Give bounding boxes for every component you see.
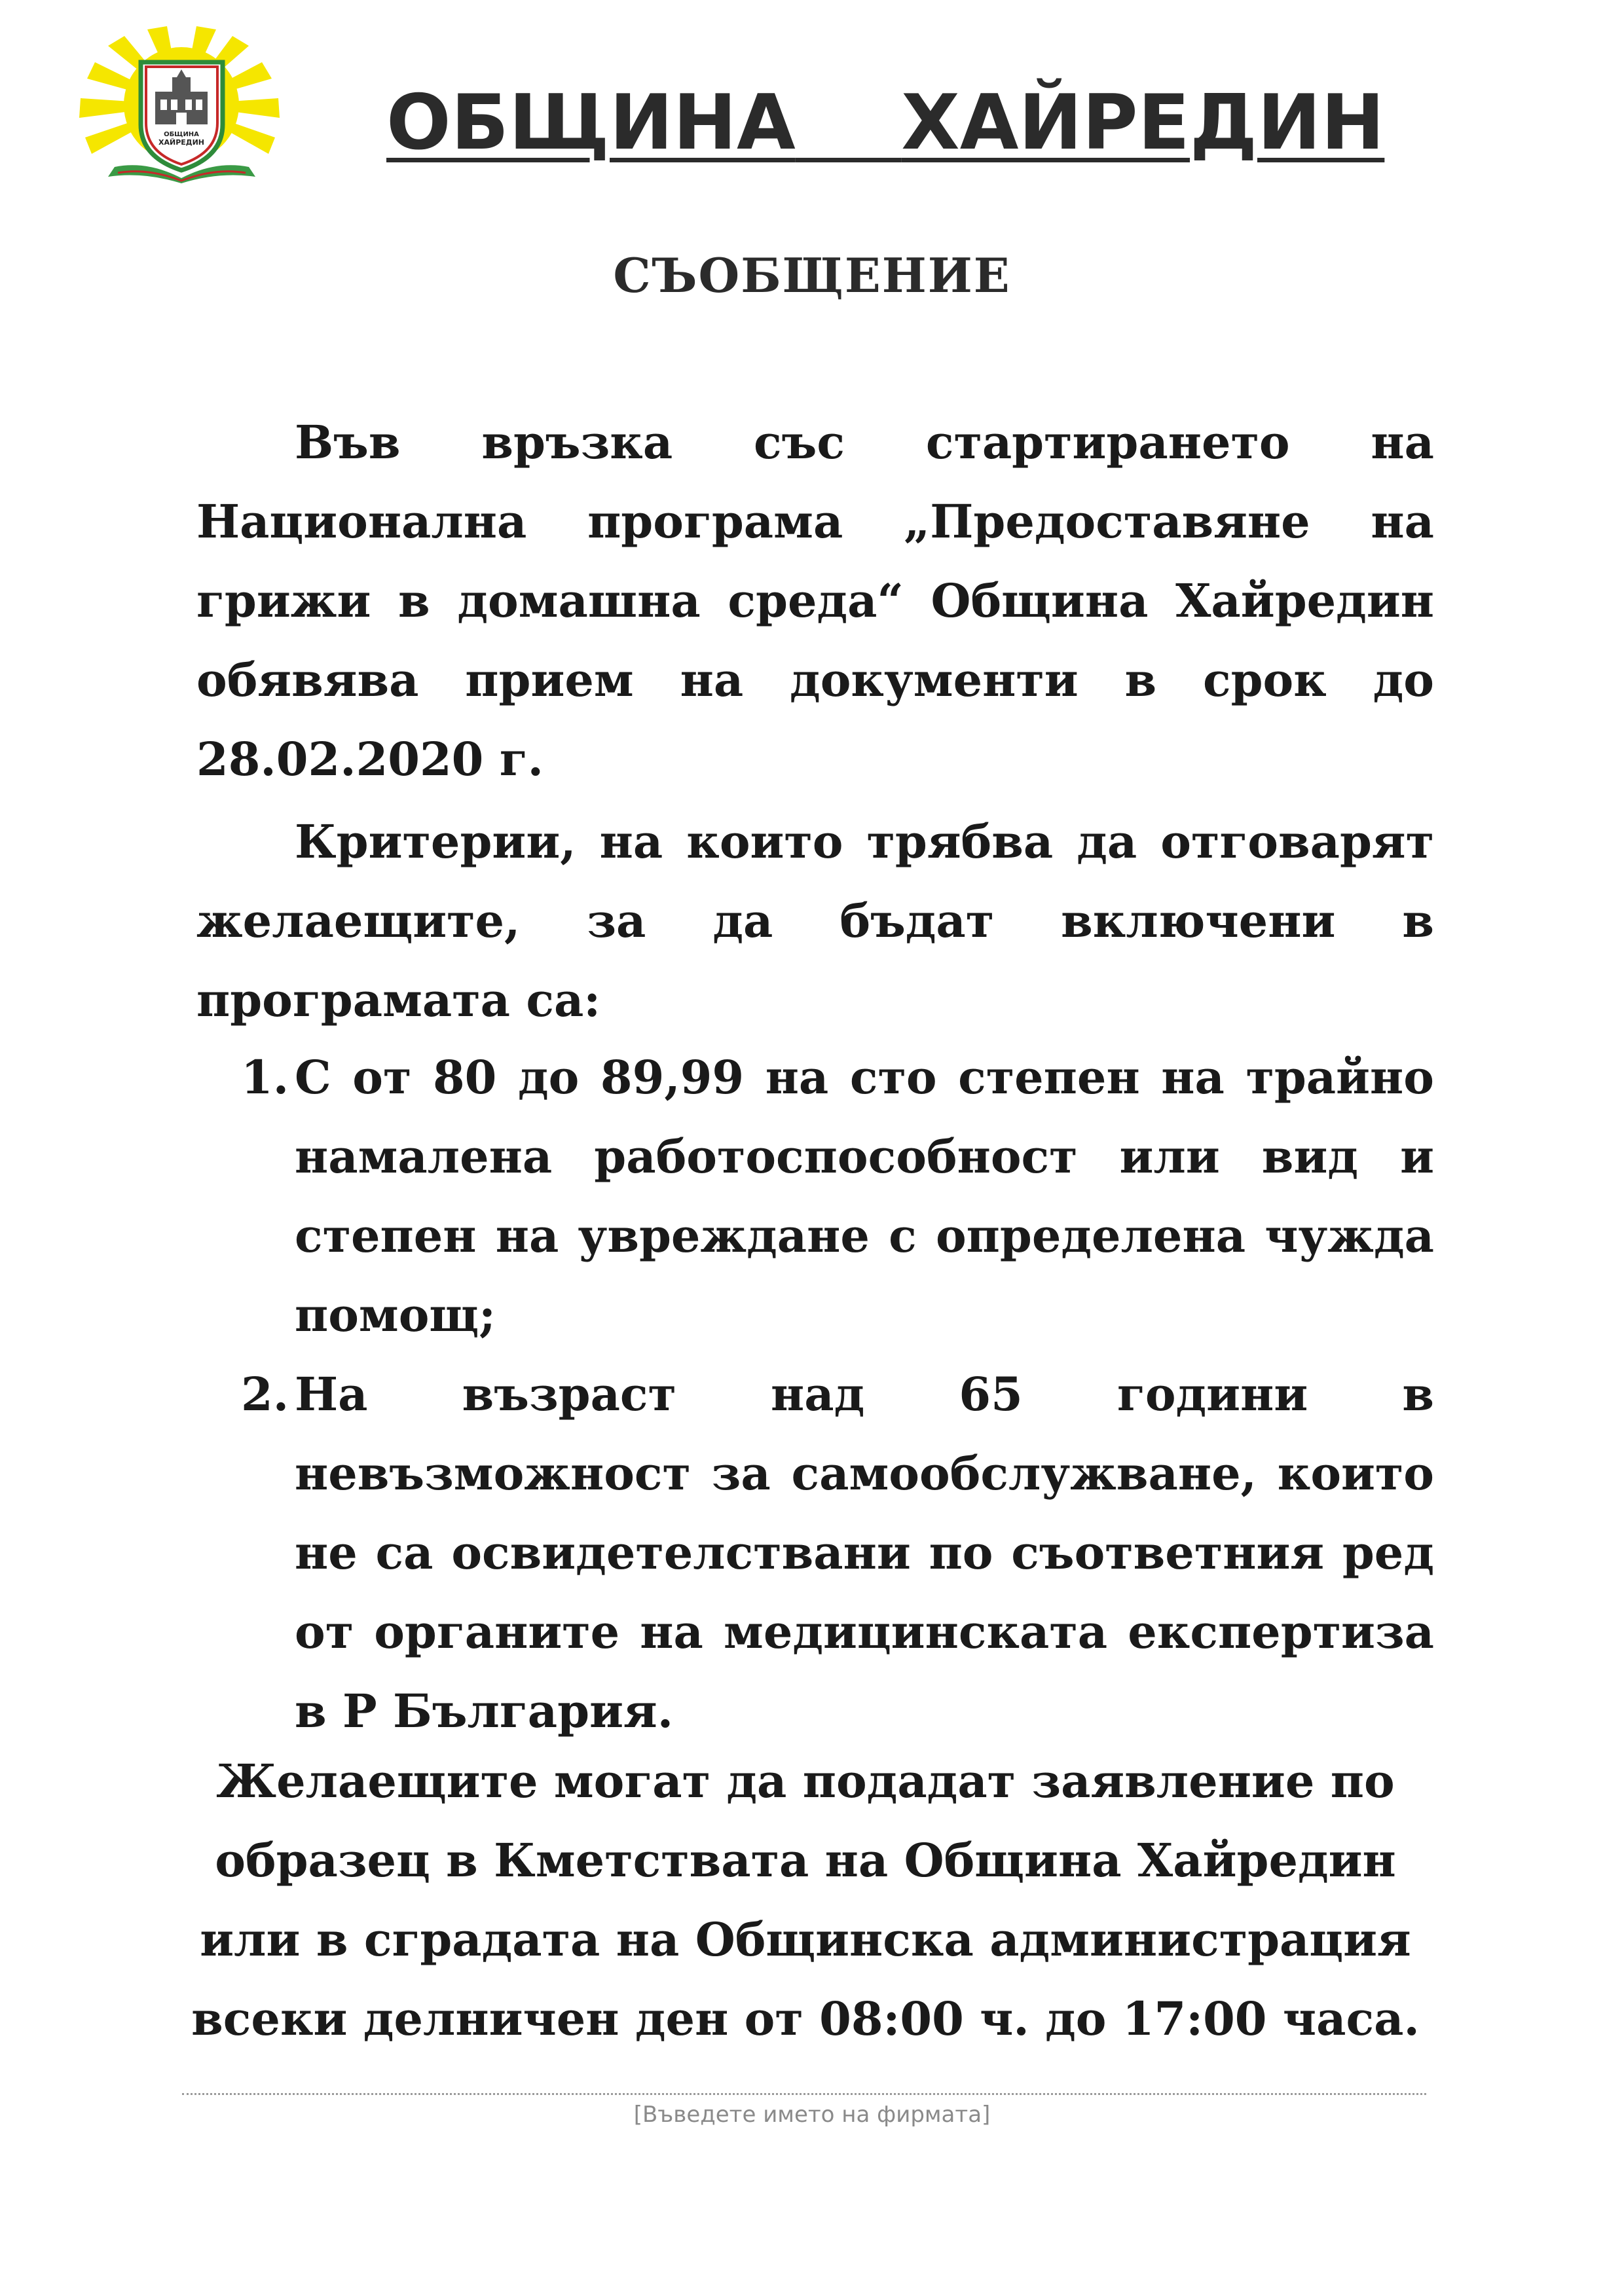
list-item <box>196 1355 1434 1751</box>
list-item-number: 1. <box>241 1050 289 1104</box>
list-item-number: 2. <box>241 1367 289 1421</box>
criteria-list <box>196 1038 1434 1751</box>
list-item <box>196 1038 1434 1355</box>
closing-paragraph <box>183 1741 1428 2058</box>
logo-caption-line2: ХАЙРЕДИН <box>158 138 204 147</box>
notice-intro-paragraph: Във връзка със стартирането на Национална програма „Предоставяне на грижи в домашна среда“ Община Хайредин обявява прием на документи в срок до 28.02.2020 г. <box>196 415 1434 786</box>
title-gap <box>796 79 902 167</box>
criteria-intro-paragraph: Критерии, на които трябва да отговарят желаещите, за да бъдат включени в програмата са: <box>196 814 1434 1027</box>
list-item-text: С от 80 до 89,99 на сто степен на трайно намалена работоспособност или вид и степен на увреждане с определена чужда помощ; <box>295 1050 1434 1342</box>
title-word-1: ОБЩИНА <box>386 79 796 167</box>
shield-icon <box>141 62 223 170</box>
list-item-text: На възраст над 65 години в невъзможност за самообслужване, които не са освидетелствани по съответния ред от органите на медицинската експертиза в Р България. <box>295 1367 1434 1738</box>
closing-line: или в сградата на Общинска администрация <box>200 1912 1411 1967</box>
logo-caption-line1: ОБЩИНА <box>164 131 199 138</box>
closing-line: Желаещите могат да подадат заявление по <box>216 1754 1395 1808</box>
closing-line: всеки делничен ден от 08:00 ч. до 17:00 часа. <box>191 1992 1420 2046</box>
municipality-title <box>386 79 1385 167</box>
footer-company-placeholder[interactable]: [Въведете името на фирмата] <box>633 2102 991 2128</box>
title-word-2: ХАЙРЕДИН <box>901 79 1385 167</box>
closing-line: образец в Кметствата на Община Хайредин <box>215 1833 1396 1887</box>
municipality-logo <box>69 26 295 183</box>
notice-heading: СЪОБЩЕНИЕ <box>613 247 1011 303</box>
footer-divider <box>182 2093 1426 2095</box>
